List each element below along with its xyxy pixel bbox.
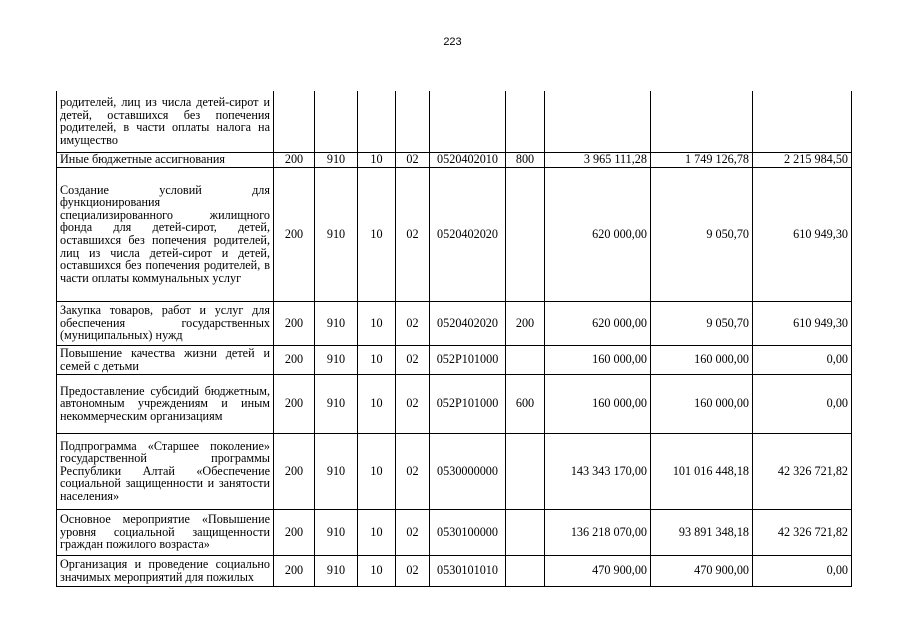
row-name: родителей, лиц из числа детей-сирот и детей, оставшихся без попечения родителей, в части оплаты налога на имущество: [57, 91, 274, 152]
row-amount-3: 0,00: [753, 345, 852, 374]
row-amount-3: 610 949,30: [753, 301, 852, 345]
row-amount-3: 0,00: [753, 374, 852, 433]
row-amount-2: 160 000,00: [651, 345, 753, 374]
row-amount-2: 470 900,00: [651, 555, 753, 586]
row-amount-3: [753, 91, 852, 152]
table-row: [57, 345, 852, 374]
row-code-expense-type: [506, 555, 545, 586]
row-amount-2: [651, 91, 753, 152]
row-amount-3: 610 949,30: [753, 167, 852, 301]
row-amount-1: 160 000,00: [545, 374, 651, 433]
row-code-ministry: 200: [274, 374, 315, 433]
row-code-expense-type: [506, 167, 545, 301]
row-code-subsection: 02: [396, 345, 430, 374]
row-code-grbs: 910: [315, 555, 358, 586]
row-code-ministry: 200: [274, 152, 315, 167]
row-code-grbs: 910: [315, 345, 358, 374]
table-row: [57, 301, 852, 345]
row-code-subsection: 02: [396, 152, 430, 167]
row-code-section: 10: [358, 152, 396, 167]
row-amount-1: 136 218 070,00: [545, 509, 651, 555]
table-row: [57, 555, 852, 586]
row-code-expense-type: 600: [506, 374, 545, 433]
row-code-section: 10: [358, 301, 396, 345]
row-amount-1: 160 000,00: [545, 345, 651, 374]
row-code-ministry: 200: [274, 345, 315, 374]
table-row: [57, 167, 852, 301]
row-name: Закупка товаров, работ и услуг для обеспечения государственных (муниципальных) нужд: [57, 301, 274, 345]
row-amount-3: 2 215 984,50: [753, 152, 852, 167]
row-code-expense-type: [506, 433, 545, 509]
row-amount-2: 160 000,00: [651, 374, 753, 433]
row-code-section: 10: [358, 509, 396, 555]
row-amount-1: 470 900,00: [545, 555, 651, 586]
row-name: Создание условий для функционирования специализированного жилищного фонда для детей-сирот, детей, оставшихся без попечения родителей, лиц из числа детей-сирот и детей, оставшихся без попечения родителей, в части оплаты коммунальных услуг: [57, 167, 274, 301]
row-amount-3: 0,00: [753, 555, 852, 586]
row-code-ministry: [274, 91, 315, 152]
row-code-ministry: 200: [274, 555, 315, 586]
row-amount-1: 143 343 170,00: [545, 433, 651, 509]
row-amount-2: 9 050,70: [651, 301, 753, 345]
row-code-expense-type: 200: [506, 301, 545, 345]
row-code-target: 052P101000: [430, 345, 506, 374]
row-code-ministry: 200: [274, 433, 315, 509]
row-code-section: 10: [358, 167, 396, 301]
row-code-target: 0520402020: [430, 167, 506, 301]
row-code-subsection: 02: [396, 433, 430, 509]
row-amount-3: 42 326 721,82: [753, 433, 852, 509]
row-code-expense-type: [506, 91, 545, 152]
row-code-grbs: 910: [315, 152, 358, 167]
row-name: Подпрограмма «Старшее поколение» государственной программы Республики Алтай «Обеспечение социальной защищенности и занятости населения»: [57, 433, 274, 509]
row-amount-1: [545, 91, 651, 152]
row-code-subsection: 02: [396, 555, 430, 586]
row-code-target: 0530101010: [430, 555, 506, 586]
row-amount-2: 101 016 448,18: [651, 433, 753, 509]
row-code-target: 052P101000: [430, 374, 506, 433]
row-code-expense-type: [506, 509, 545, 555]
row-amount-3: 42 326 721,82: [753, 509, 852, 555]
row-code-section: [358, 91, 396, 152]
row-code-grbs: [315, 91, 358, 152]
row-code-ministry: 200: [274, 509, 315, 555]
table-row: [57, 509, 852, 555]
row-amount-1: 620 000,00: [545, 301, 651, 345]
row-code-section: 10: [358, 555, 396, 586]
budget-table: [56, 91, 852, 587]
row-code-section: 10: [358, 433, 396, 509]
row-code-subsection: 02: [396, 374, 430, 433]
row-code-expense-type: [506, 345, 545, 374]
table-row: [57, 374, 852, 433]
row-code-grbs: 910: [315, 301, 358, 345]
row-name: Организация и проведение социально значимых мероприятий для пожилых: [57, 555, 274, 586]
table-row: [57, 91, 852, 152]
row-name: Предоставление субсидий бюджетным, автономным учреждениям и иным некоммерческим организациям: [57, 374, 274, 433]
row-code-target: 0520402020: [430, 301, 506, 345]
row-name: Основное мероприятие «Повышение уровня социальной защищенности граждан пожилого возраста»: [57, 509, 274, 555]
row-code-subsection: 02: [396, 509, 430, 555]
row-code-subsection: [396, 91, 430, 152]
row-code-ministry: 200: [274, 167, 315, 301]
row-code-subsection: 02: [396, 167, 430, 301]
row-amount-2: 9 050,70: [651, 167, 753, 301]
row-code-ministry: 200: [274, 301, 315, 345]
row-amount-2: 1 749 126,78: [651, 152, 753, 167]
row-code-target: [430, 91, 506, 152]
row-code-grbs: 910: [315, 374, 358, 433]
row-amount-1: 3 965 111,28: [545, 152, 651, 167]
row-code-target: 0520402010: [430, 152, 506, 167]
row-code-subsection: 02: [396, 301, 430, 345]
row-code-section: 10: [358, 345, 396, 374]
row-code-expense-type: 800: [506, 152, 545, 167]
table-row: [57, 152, 852, 167]
row-amount-1: 620 000,00: [545, 167, 651, 301]
row-name: Повышение качества жизни детей и семей с детьми: [57, 345, 274, 374]
table-row: [57, 433, 852, 509]
page-number: 223: [443, 36, 462, 48]
row-name: Иные бюджетные ассигнования: [57, 152, 274, 167]
row-code-target: 0530100000: [430, 509, 506, 555]
row-code-grbs: 910: [315, 167, 358, 301]
row-code-grbs: 910: [315, 433, 358, 509]
row-code-grbs: 910: [315, 509, 358, 555]
row-code-target: 0530000000: [430, 433, 506, 509]
row-code-section: 10: [358, 374, 396, 433]
row-amount-2: 93 891 348,18: [651, 509, 753, 555]
